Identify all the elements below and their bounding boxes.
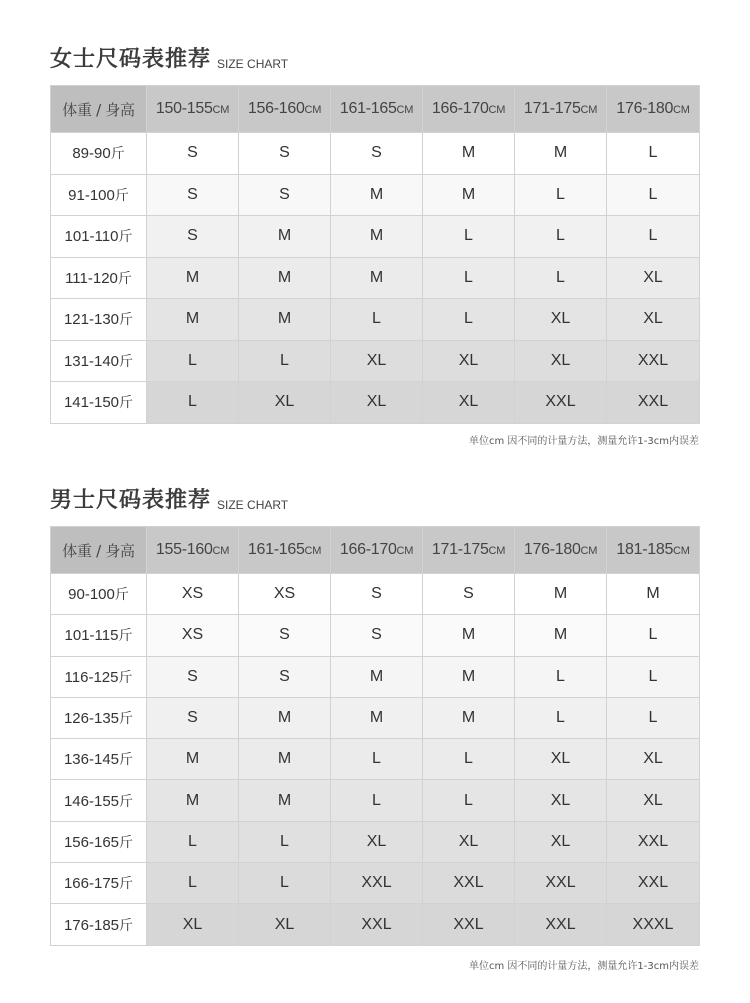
size-cell: XL	[607, 780, 700, 821]
size-row	[51, 904, 700, 945]
size-cell: XXL	[607, 340, 700, 382]
weight-range: 141-150	[63, 394, 120, 412]
size-cell: L	[423, 257, 515, 299]
size-cell: S	[423, 574, 515, 615]
size-cell: XL	[331, 382, 423, 424]
height-header	[331, 527, 423, 574]
size-cell: XL	[607, 739, 700, 780]
weight-unit: 斤	[119, 917, 134, 934]
size-row	[51, 615, 700, 656]
size-cell: M	[239, 299, 331, 341]
size-cell: L	[423, 780, 515, 821]
height-header	[239, 86, 331, 133]
corner-label: 体重 / 身高	[51, 86, 147, 133]
height-unit: CM	[673, 545, 690, 557]
weight-range: 126-135	[63, 710, 120, 728]
size-cell: XXL	[331, 904, 423, 945]
size-row	[51, 739, 700, 780]
size-row	[51, 656, 700, 697]
size-cell: XL	[239, 382, 331, 424]
weight-cell	[51, 615, 147, 656]
size-cell: M	[423, 656, 515, 697]
weight-range: 91-100	[68, 186, 115, 204]
size-cell: XL	[331, 340, 423, 382]
weight-unit: 斤	[110, 146, 125, 163]
weight-cell	[51, 656, 147, 697]
weight-cell	[51, 697, 147, 738]
size-cell: L	[147, 821, 239, 862]
height-unit: CM	[304, 545, 322, 557]
size-cell: M	[331, 656, 423, 697]
size-cell: L	[515, 697, 607, 738]
weight-range: 89-90	[72, 145, 111, 163]
size-cell: XS	[147, 574, 239, 615]
weight-cell	[51, 216, 147, 258]
weight-cell	[51, 257, 147, 299]
size-cell: XL	[515, 821, 607, 862]
size-cell: M	[423, 615, 515, 656]
weight-unit: 斤	[119, 834, 134, 851]
size-row	[51, 780, 700, 821]
height-header	[423, 527, 515, 574]
height-header	[331, 86, 423, 133]
weight-unit: 斤	[117, 270, 132, 287]
weight-range: 101-115	[64, 627, 119, 645]
size-cell: XL	[423, 340, 515, 382]
weight-unit: 斤	[119, 876, 134, 893]
weight-cell	[51, 780, 147, 821]
size-row	[51, 340, 700, 382]
men-chart-title	[50, 484, 288, 514]
weight-cell	[51, 574, 147, 615]
height-range: 176-180	[616, 100, 674, 117]
height-range: 166-170	[339, 541, 397, 558]
men-title-cn: 男士尺码表推荐	[50, 488, 212, 513]
size-cell: M	[147, 299, 239, 341]
size-cell: S	[239, 615, 331, 656]
size-cell: L	[423, 739, 515, 780]
weight-range: 101-110	[64, 228, 119, 246]
size-cell: XXL	[607, 863, 700, 904]
size-cell: L	[147, 382, 239, 424]
size-cell: M	[331, 216, 423, 258]
size-cell: XXL	[423, 904, 515, 945]
height-unit: CM	[673, 104, 690, 116]
height-header	[607, 527, 700, 574]
size-cell: L	[331, 780, 423, 821]
size-cell: M	[423, 133, 515, 175]
weight-range: 166-175	[63, 875, 120, 893]
size-row	[51, 863, 700, 904]
size-cell: M	[331, 174, 423, 216]
size-cell: L	[607, 656, 700, 697]
height-header	[147, 86, 239, 133]
women-measurement-note: 单位cm 因不同的计量方法，测量允许1-3cm内误差	[469, 436, 699, 447]
size-cell: XL	[607, 257, 700, 299]
weight-unit: 斤	[118, 669, 133, 686]
size-cell: L	[607, 216, 700, 258]
size-cell: S	[239, 174, 331, 216]
height-unit: CM	[488, 104, 506, 116]
height-range: 166-170	[431, 100, 489, 117]
size-row	[51, 697, 700, 738]
women-chart-title	[50, 43, 288, 73]
weight-unit: 斤	[118, 229, 133, 246]
weight-unit: 斤	[114, 187, 129, 204]
size-cell: M	[147, 780, 239, 821]
size-cell: L	[607, 615, 700, 656]
women-title-cn: 女士尺码表推荐	[50, 47, 212, 72]
height-header	[515, 86, 607, 133]
size-cell: XL	[515, 340, 607, 382]
size-cell: L	[515, 656, 607, 697]
height-range: 171-175	[523, 100, 581, 117]
size-cell: M	[515, 615, 607, 656]
size-cell: XXL	[423, 863, 515, 904]
size-cell: S	[147, 133, 239, 175]
height-range: 161-165	[339, 100, 397, 117]
size-cell: XL	[515, 739, 607, 780]
height-range: 150-155	[155, 100, 213, 117]
weight-cell	[51, 739, 147, 780]
height-unit: CM	[212, 545, 230, 557]
size-cell: S	[331, 615, 423, 656]
weight-unit: 斤	[119, 752, 134, 769]
height-range: 181-185	[616, 541, 674, 558]
size-cell: XXL	[607, 821, 700, 862]
weight-range: 121-130	[63, 311, 120, 329]
weight-unit: 斤	[119, 395, 134, 412]
weight-cell	[51, 133, 147, 175]
size-cell: S	[147, 656, 239, 697]
weight-unit: 斤	[119, 353, 134, 370]
men-size-table	[50, 526, 700, 946]
weight-range: 156-165	[63, 833, 120, 851]
size-cell: XL	[423, 821, 515, 862]
weight-cell	[51, 340, 147, 382]
weight-range: 176-185	[63, 916, 120, 934]
weight-cell	[51, 904, 147, 945]
weight-range: 90-100	[68, 586, 115, 604]
size-row	[51, 299, 700, 341]
size-cell: M	[239, 739, 331, 780]
size-cell: L	[515, 257, 607, 299]
weight-range: 146-155	[63, 792, 120, 810]
size-cell: XXL	[515, 904, 607, 945]
header-row	[51, 86, 700, 133]
size-row	[51, 174, 700, 216]
size-cell: S	[147, 216, 239, 258]
women-size-table	[50, 85, 700, 424]
size-cell: XXL	[515, 863, 607, 904]
size-cell: M	[331, 257, 423, 299]
height-header	[239, 527, 331, 574]
size-cell: S	[147, 174, 239, 216]
size-cell: L	[239, 821, 331, 862]
height-header	[423, 86, 515, 133]
size-cell: M	[239, 780, 331, 821]
size-cell: XL	[423, 382, 515, 424]
men-measurement-note: 单位cm 因不同的计量方法，测量允许1-3cm内误差	[469, 961, 699, 972]
size-row	[51, 574, 700, 615]
weight-cell	[51, 299, 147, 341]
size-row	[51, 382, 700, 424]
size-cell: XL	[331, 821, 423, 862]
size-cell: M	[331, 697, 423, 738]
size-cell: S	[239, 133, 331, 175]
size-cell: L	[607, 697, 700, 738]
weight-unit: 斤	[119, 312, 134, 329]
weight-unit: 斤	[119, 711, 134, 728]
size-cell: XL	[607, 299, 700, 341]
height-unit: CM	[212, 104, 230, 116]
corner-label: 体重 / 身高	[51, 527, 147, 574]
weight-range: 111-120	[65, 269, 118, 287]
size-cell: M	[423, 174, 515, 216]
size-cell: M	[607, 574, 700, 615]
size-row	[51, 133, 700, 175]
height-range: 176-180	[523, 541, 581, 558]
size-cell: XL	[147, 904, 239, 945]
height-unit: CM	[580, 104, 598, 116]
size-cell: XXL	[515, 382, 607, 424]
height-unit: CM	[488, 545, 506, 557]
size-row	[51, 821, 700, 862]
size-cell: M	[515, 133, 607, 175]
header-row	[51, 527, 700, 574]
size-cell: XXXL	[607, 904, 700, 945]
height-unit: CM	[580, 545, 598, 557]
height-header	[147, 527, 239, 574]
weight-unit: 斤	[114, 587, 129, 604]
height-unit: CM	[396, 104, 414, 116]
men-title-en: SIZE CHART	[217, 498, 289, 512]
size-cell: XXL	[607, 382, 700, 424]
size-cell: S	[147, 697, 239, 738]
size-cell: L	[423, 299, 515, 341]
weight-range: 116-125	[64, 668, 119, 686]
women-title-en: SIZE CHART	[217, 57, 289, 71]
size-cell: L	[147, 340, 239, 382]
size-cell: L	[515, 216, 607, 258]
size-cell: XS	[147, 615, 239, 656]
size-cell: L	[423, 216, 515, 258]
height-unit: CM	[304, 104, 322, 116]
size-cell: M	[239, 697, 331, 738]
height-range: 171-175	[431, 541, 489, 558]
size-cell: M	[147, 739, 239, 780]
size-cell: L	[147, 863, 239, 904]
size-cell: L	[331, 739, 423, 780]
height-range: 156-160	[247, 100, 305, 117]
weight-cell	[51, 382, 147, 424]
size-cell: M	[423, 697, 515, 738]
size-cell: L	[239, 863, 331, 904]
size-cell: S	[331, 133, 423, 175]
size-cell: XS	[239, 574, 331, 615]
size-cell: M	[515, 574, 607, 615]
size-cell: M	[239, 257, 331, 299]
size-row	[51, 216, 700, 258]
weight-cell	[51, 821, 147, 862]
size-cell: L	[607, 133, 700, 175]
size-cell: S	[331, 574, 423, 615]
weight-cell	[51, 863, 147, 904]
size-cell: XL	[515, 780, 607, 821]
size-cell: L	[331, 299, 423, 341]
size-cell: L	[515, 174, 607, 216]
weight-cell	[51, 174, 147, 216]
height-range: 161-165	[247, 541, 305, 558]
size-cell: XL	[515, 299, 607, 341]
size-cell: S	[239, 656, 331, 697]
weight-unit: 斤	[118, 628, 133, 645]
height-unit: CM	[396, 545, 414, 557]
size-row	[51, 257, 700, 299]
size-cell: L	[607, 174, 700, 216]
height-header	[515, 527, 607, 574]
weight-range: 136-145	[63, 751, 120, 769]
size-cell: L	[239, 340, 331, 382]
size-cell: XXL	[331, 863, 423, 904]
size-cell: M	[239, 216, 331, 258]
weight-range: 131-140	[63, 352, 120, 370]
height-range: 155-160	[155, 541, 213, 558]
size-cell: M	[147, 257, 239, 299]
height-header	[607, 86, 700, 133]
weight-unit: 斤	[119, 793, 134, 810]
size-cell: XL	[239, 904, 331, 945]
